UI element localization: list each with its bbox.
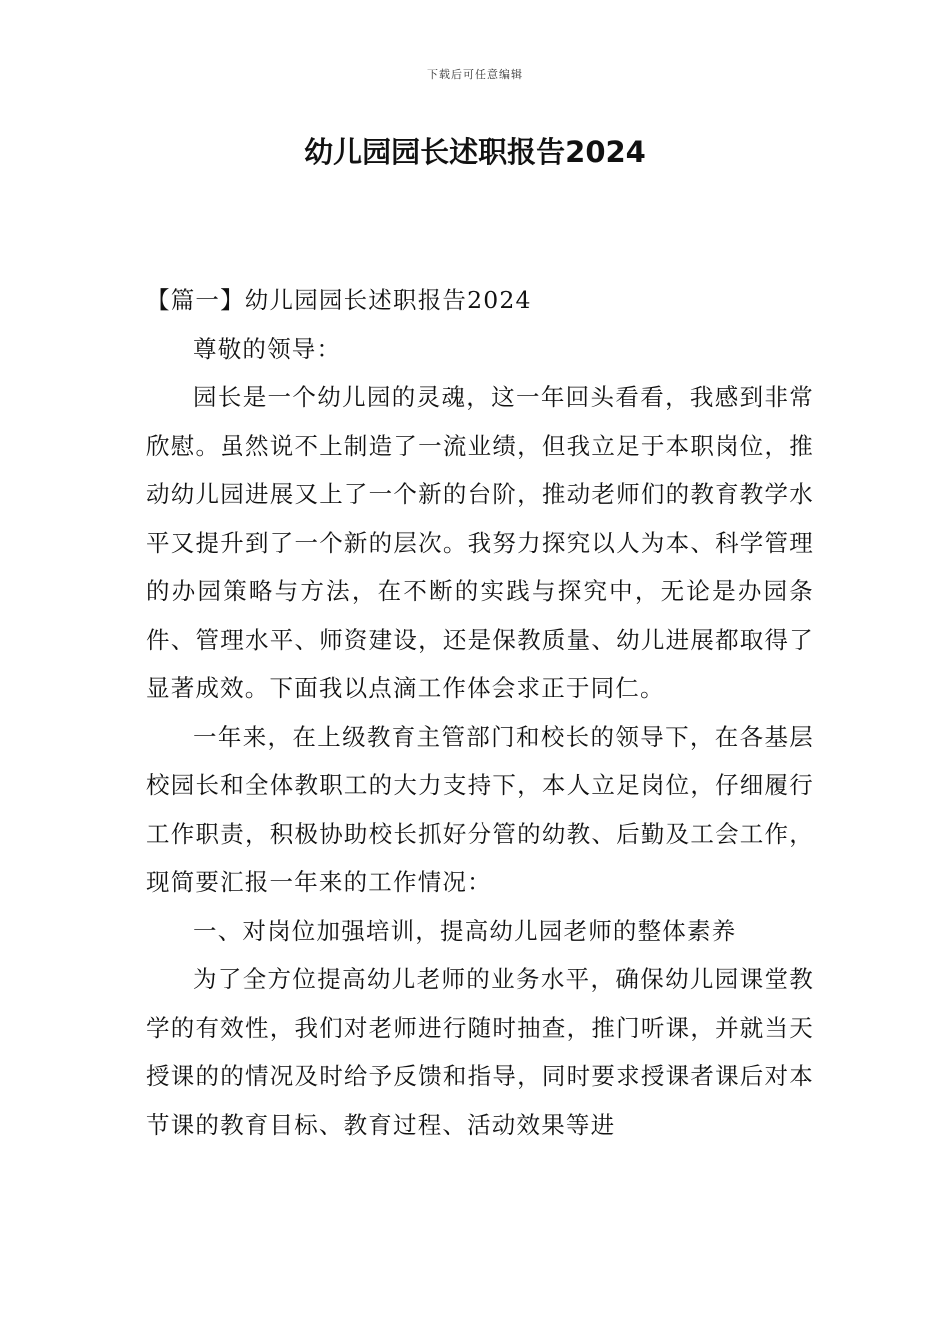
header-note: 下载后可任意编辑 bbox=[427, 68, 523, 81]
document-body bbox=[146, 276, 814, 1149]
body-paragraph: 一年来，在上级教育主管部门和校长的领导下，在各基层校园长和全体教职工的大力支持下，本人立足岗位，仔细履行工作职责，积极协助校长抓好分管的幼教、后勤及工会工作，现简要汇报一年来的工作情况： bbox=[146, 722, 814, 896]
salutation: 尊敬的领导： bbox=[193, 334, 342, 363]
section-heading: 【篇一】幼儿园园长述职报告2024 bbox=[146, 286, 532, 314]
subsection-heading: 一、对岗位加强培训，提高幼儿园老师的整体素养 bbox=[193, 916, 737, 945]
body-paragraph: 为了全方位提高幼儿老师的业务水平，确保幼儿园课堂教学的有效性，我们对老师进行随时抽查，推门听课，并就当天授课的的情况及时给予反馈和指导，同时要求授课者课后对本节课的教育目标、教育过程、活动效果等进 bbox=[146, 965, 814, 1139]
document-title: 幼儿园园长述职报告2024 bbox=[304, 135, 646, 169]
body-paragraph: 园长是一个幼儿园的灵魂，这一年回头看看，我感到非常欣慰。虽然说不上制造了一流业绩，但我立足于本职岗位，推动幼儿园进展又上了一个新的台阶，推动老师们的教育教学水平又提升到了一个新的层次。我努力探究以人为本、科学管理的办园策略与方法，在不断的实践与探究中，无论是办园条件、管理水平、师资建设，还是保教质量、幼儿进展都取得了显著成效。下面我以点滴工作体会求正于同仁。 bbox=[146, 383, 814, 702]
